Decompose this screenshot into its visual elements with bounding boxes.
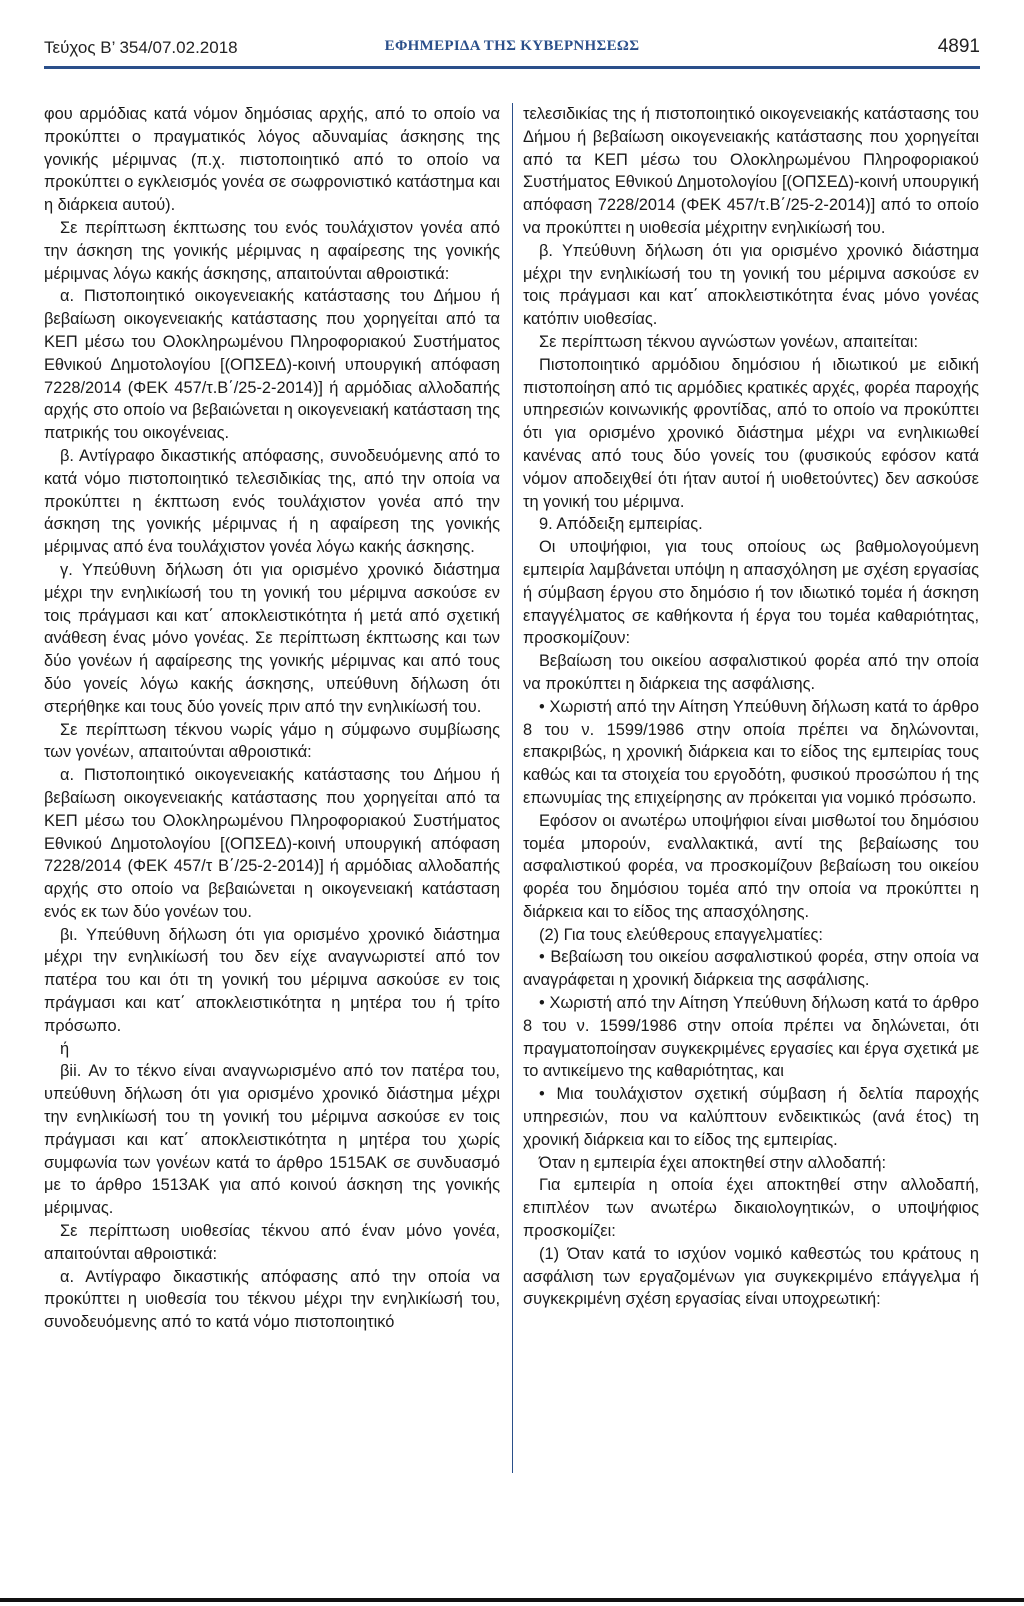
paragraph: Βεβαίωση του οικείου ασφαλιστικού φορέα από την οποία να προκύπτει η διάρκεια της ασφάλισης.	[523, 652, 979, 693]
paragraph: τελεσιδικίας της ή πιστοποιητικό οικογενειακής κατάστασης του Δήμου ή βεβαίωση οικογενειακής κατάστασης που χορηγείται από τα ΚΕΠ μέσω του Ολοκληρωμένου Πληροφοριακού Συστήματος Εθνικού Δημοτολογίου [(ΟΠΣΕΔ)-κοινή υπουργική απόφαση 7228/2014 (ΦΕΚ 457/τ.Β΄/25-2-2014)] από το οποίο να προκύπτει η υιοθεσία μέχριτην ενηλικίωσή του.	[523, 105, 979, 237]
paragraph: φου αρμόδιας κατά νόμον δημόσιας αρχής, από το οποίο να προκύπτει ο πραγματικός λόγος αδυναμίας άσκησης της γονικής μέριμνας (π.χ. πιστοποιητικό από το οποίο να προκύπτει ο εγκλεισμός γονέα σε σωφρονιστικό κατάστημα και η διάρκεια αυτού).	[44, 105, 500, 215]
paragraph: Για εμπειρία η οποία έχει αποκτηθεί στην αλλοδαπή, επιπλέον των ανωτέρω δικαιολογητικών, ο υποψήφιος προσκομίζει:	[523, 1176, 979, 1241]
left-column	[44, 103, 500, 1334]
paragraph: βii. Αν το τέκνο είναι αναγνωρισμένο από τον πατέρα του, υπεύθυνη δήλωση ότι για ορισμένο χρονικό διάστημα μέχρι την ενηλικίωσή του τη γονική του μέριμνα ασκούσε εν τοις πράγμασι και κατ΄ αποκλειστικότητα η μητέρα του χωρίς συμφωνία των γονέων κατά το άρθρο 1515ΑΚ σε συνδυασμό με το άρθρο 1513ΑΚ για από κοινού άσκηση της γονικής μέριμνας.	[44, 1062, 500, 1218]
paragraph: β. Αντίγραφο δικαστικής απόφασης, συνοδευόμενης από το κατά νόμο πιστοποιητικό τελεσιδικίας της, από την οποία να προκύπτει η έκπτωση ενός τουλάχιστον γονέα από την άσκηση της γονικής μέριμνας ή η αφαίρεση της γονικής μέριμνας από ένα τουλάχιστον γονέα λόγω κακής άσκησης.	[44, 446, 500, 557]
page-header	[44, 36, 980, 69]
page-number: 4891	[937, 36, 980, 57]
paragraph: α. Αντίγραφο δικαστικής απόφασης από την οποία να προκύπτει η υιοθεσία του τέκνου μέχρι την ενηλικίωσή του, συνοδευόμενης από το κατά νόμο πιστοποιητικό	[44, 1267, 500, 1332]
paragraph: • Βεβαίωση του οικείου ασφαλιστικού φορέα, στην οποία να αναγράφεται η χρονική διάρκεια της ασφάλισης.	[523, 948, 979, 990]
column-divider	[512, 103, 513, 1473]
paragraph: Εφόσον οι ανωτέρω υποψήφιοι είναι μισθωτοί του δημόσιου τομέα μπορούν, εναλλακτικά, αντί της βεβαίωσης του ασφαλιστικού φορέα, να προσκομίζουν βεβαίωση του οικείου φορέα του δημόσιου τομέα από την οποία να προκύπτει η διάρκεια και το είδος της απασχόλησης.	[523, 811, 979, 921]
paragraph: α. Πιστοποιητικό οικογενειακής κατάστασης του Δήμου ή βεβαίωση οικογενειακής κατάστασης που χορηγείται από τα ΚΕΠ μέσω του Ολοκληρωμένου Πληροφοριακού Συστήματος Εθνικού Δημοτολογίου [(ΟΠΣΕΔ)-κοινή υπουργική απόφαση 7228/2014 (ΦΕΚ 457/τ Β΄/25-2-2014)] ή αρμόδιας αλλοδαπής αρχής στο οποίο να βεβαιώνεται η οικογενειακή κατάσταση ενός εκ των δύο γονέων του.	[44, 766, 500, 921]
paragraph: α. Πιστοποιητικό οικογενειακής κατάστασης του Δήμου ή βεβαίωση οικογενειακής κατάστασης που χορηγείται από τα ΚΕΠ μέσω του Ολοκληρωμένου Πληροφοριακού Συστήματος Εθνικού Δημοτολογίου [(ΟΠΣΕΔ)-κοινή υπουργική απόφαση 7228/2014 (ΦΕΚ 457/τ.Β΄/25-2-2014)] ή αρμόδιας αλλοδαπής αρχής στο οποίο να βεβαιώνεται η οικογενειακή κατάσταση της πατρικής του οικογένειας.	[44, 287, 500, 443]
paragraph: • Χωριστή από την Αίτηση Υπεύθυνη δήλωση κατά το άρθρο 8 του ν. 1599/1986 στην οποία πρέπει να δηλώνονται, επακριβώς, η χρονική διάρκεια και το είδος της εμπειρίας τους καθώς και τα στοιχεία του εργοδότη, φυσικού προσώπου ή της επωνυμίας της επιχείρησης αν πρόκειται για νομικό πρόσωπο.	[523, 697, 979, 807]
paragraph: Σε περίπτωση έκπτωσης του ενός τουλάχιστον γονέα από την άσκηση της γονικής μέριμνας η αφαίρεσης της γονικής μέριμνας λόγω κακής άσκησης, απαιτούνται αθροιστικά:	[44, 218, 500, 283]
bottom-rule	[0, 1598, 1024, 1602]
paragraph: (1) Όταν κατά το ισχύον νομικό καθεστώς του κράτους η ασφάλιση των εργαζομένων για συγκεκριμένο επάγγελμα ή συγκεκριμένη σχέση εργασίας είναι υποχρεωτική:	[523, 1244, 979, 1309]
paragraph: Πιστοποιητικό αρμόδιου δημόσιου ή ιδιωτικού με ειδική πιστοποίηση από τις αρμόδιες κρατικές αρχές, φορέα παροχής υπηρεσιών κοινωνικής φροντίδας, από το οποίο να προκύπτει ότι για ορισμένο χρονικό διάστημα μέχρι να ενηλικιωθεί κανένας από τους δύο γονείς του (φυσικούς εφόσον κατά νόμον αποδειχθεί ότι ήταν αυτοί ή υιοθετούντες) δεν ασκούσε τη γονική του μέριμνα.	[523, 355, 979, 511]
right-column	[523, 103, 979, 1311]
paragraph: Οι υποψήφιοι, για τους οποίους ως βαθμολογούμενη εμπειρία λαμβάνεται υπόψη η απασχόληση με σχέση εργασίας ή σύμβαση έργου στο δημόσιο ή τον ιδιωτικό τομέα ή άσκηση επαγγέλματος σε καθήκοντα ή έργα του τομέα καθαριότητας, προσκομίζουν:	[523, 538, 979, 648]
paragraph: ή	[60, 1039, 70, 1058]
paragraph: Σε περίπτωση τέκνου αγνώστων γονέων, απαιτείται:	[539, 332, 919, 351]
paragraph: • Χωριστή από την Αίτηση Υπεύθυνη δήλωση κατά το άρθρο 8 του ν. 1599/1986 στην οποία πρέπει να δηλώνεται, ότι πραγματοποίησαν συγκεκριμένες εργασίες και έργα σχετικά με το αντικείμενο της καθαριότητας, και	[523, 994, 979, 1081]
journal-title: ΕΦΗΜΕΡΙΔΑ ΤΗΣ ΚΥΒΕΡΝΗΣΕΩΣ	[384, 38, 640, 54]
paragraph: Σε περίπτωση υιοθεσίας τέκνου από έναν μόνο γονέα, απαιτούνται αθροιστικά:	[44, 1222, 500, 1263]
paragraph: βι. Υπεύθυνη δήλωση ότι για ορισμένο χρονικό διάστημα μέχρι την ενηλικίωσή του δεν είχε αναγνωριστεί από τον πατέρα του και ότι τη γονική του μέριμνα ασκούσε εν τοις πράγμασι και κατ΄ αποκλειστικότητα η μητέρα του ή τρίτο πρόσωπο.	[44, 925, 500, 1035]
paragraph: γ. Υπεύθυνη δήλωση ότι για ορισμένο χρονικό διάστημα μέχρι την ενηλικίωσή του τη γονική του μέριμνα ασκούσε εν τοις πράγμασι και κατ΄ αποκλειστικότητα ή μετά από σχετική ανάθεση ένας μόνο γονέας. Σε περίπτωση έκπτωσης και των δύο γονέων ή αφαίρεσης της γονικής μέριμνας και από τους δύο γονείς λόγω κακής άσκησης, υπεύθυνη δήλωση ότι στερήθηκε και τους δύο γονείς πριν από την ενηλικίωσή του.	[44, 560, 500, 716]
paragraph: 9. Απόδειξη εμπειρίας.	[539, 515, 703, 534]
paragraph: β. Υπεύθυνη δήλωση ότι για ορισμένο χρονικό διάστημα μέχρι την ενηλικίωσή του τη γονική του μέριμνα ασκούσε εν τοις πράγμασι και κατ΄ αποκλειστικότητα ένας μόνο γονέας κατόπιν υιοθεσίας.	[523, 241, 979, 329]
paragraph: (2) Για τους ελεύθερους επαγγελματίες:	[539, 925, 823, 944]
paragraph: • Μια τουλάχιστον σχετική σύμβαση ή δελτία παροχής υπηρεσιών, που να καλύπτουν ενδεικτικώς (ανά έτος) τη χρονική διάρκεια και το είδος της εμπειρίας.	[523, 1085, 979, 1149]
paragraph: Σε περίπτωση τέκνου νωρίς γάμο η σύμφωνο συμβίωσης των γονέων, απαιτούνται αθροιστικά:	[44, 720, 500, 762]
paragraph: Όταν η εμπειρία έχει αποκτηθεί στην αλλοδαπή:	[539, 1153, 887, 1172]
issue-number: Τεύχος Β’ 354/07.02.2018	[44, 38, 238, 57]
